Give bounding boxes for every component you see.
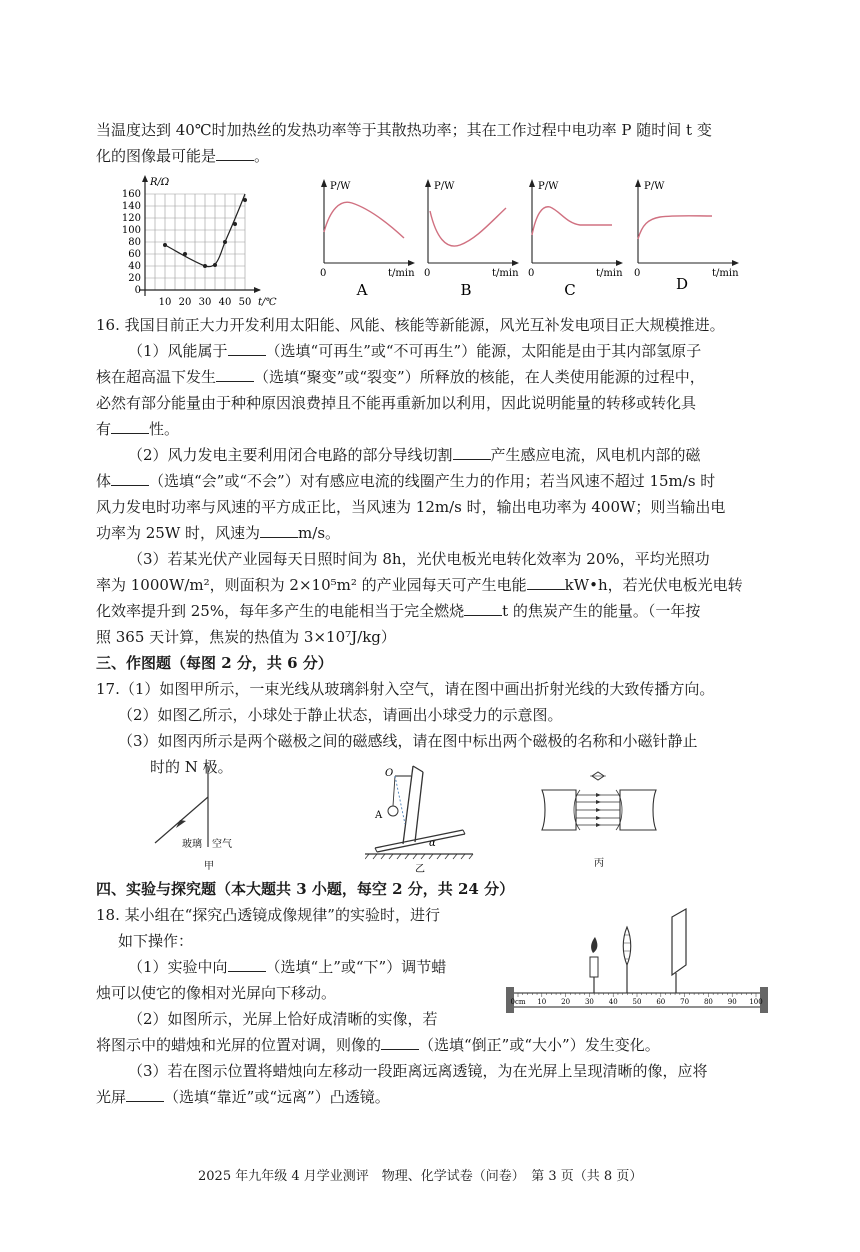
q18-part1-line2: 烛可以使它的像相对光屏向下移动。 <box>96 984 337 1002</box>
ruler-tick-label: 40 <box>608 998 618 1006</box>
q17-part2: （2）如图乙所示，小球处于静止状态，请画出小球受力的示意图。 <box>118 706 563 724</box>
x-tick: 10 <box>158 297 172 308</box>
air-label: 空气 <box>212 839 232 850</box>
q18-part1-line1: （1）实验中向 （选填“上”或“下”）调节蜡 <box>128 958 447 976</box>
y-tick: 100 <box>121 225 141 236</box>
option-letter: C <box>564 281 576 299</box>
q15-line-2: 化的图像最可能是 。 <box>96 147 270 165</box>
q16-part2-line1: （2）风力发电主要利用闭合电路的部分导线切割 产生感应电流，风电机内部的磁 <box>128 446 701 464</box>
x-tick: 20 <box>178 297 192 308</box>
x-axis-label: t/℃ <box>258 297 277 308</box>
ruler-tick-label: 20 <box>561 998 571 1006</box>
q16-part2-line3: 风力发电时功率与风速的平方成正比，当风速为 12m/s 时，输出电功率为 400W；则当输出电 <box>96 498 726 516</box>
x-tick: 40 <box>218 297 232 308</box>
q16-part1-line4: 有 性。 <box>96 420 180 438</box>
section-3-title: 三、作图题（每图 2 分，共 6 分） <box>96 654 333 672</box>
x-tick: 30 <box>198 297 212 308</box>
origin: 0 <box>528 268 535 279</box>
option-letter: B <box>460 281 472 299</box>
y-tick: 20 <box>128 273 141 284</box>
q16-part3-line1: （3）若某光伏产业园每天日照时间为 8h，光伏电板光电转化效率为 20%，平均光照功 <box>128 550 710 568</box>
figure-caption: 甲 <box>204 861 214 872</box>
q17-part3-line2: 时的 N 极。 <box>150 758 233 776</box>
x-label: t/min <box>596 268 623 279</box>
q16-part2-line2: 体 （选填“会”或“不会”）对有感应电流的线圈产生力的作用；若当风速不超过 15m/s 时 <box>96 472 716 490</box>
x-tick: 50 <box>238 297 252 308</box>
y-label: P/W <box>538 181 559 192</box>
option-letter: A <box>356 281 368 299</box>
q16-part3-line3: 化效率提升到 25%，每年多产生的电能相当于完全燃烧 t 的焦炭产生的能量。（一年按 <box>96 602 701 620</box>
ruler-tick-label: 100 <box>749 998 763 1006</box>
y-tick: 80 <box>128 237 141 248</box>
q18-line1: 18. 某小组在“探究凸透镜成像规律”的实验时，进行 <box>96 906 440 924</box>
ruler-tick-label: 80 <box>703 998 713 1006</box>
y-tick: 120 <box>121 213 141 224</box>
q17-part3-line1: （3）如图丙所示是两个磁极之间的磁感线，请在图中标出两个磁极的名称和小磁针静止 <box>118 732 698 750</box>
answer-blank[interactable] <box>126 1087 164 1102</box>
answer-blank[interactable] <box>111 419 149 434</box>
q18-part3-line2: 光屏 （选填“靠近”或“远离”）凸透镜。 <box>96 1088 390 1106</box>
q15-line-1: 当温度达到 40℃时加热丝的发热功率等于其散热功率；其在工作过程中电功率 P 随时间 t 变 <box>96 121 712 139</box>
optical-bench-figure <box>500 905 772 1023</box>
answer-blank[interactable] <box>216 367 254 382</box>
y-tick: 160 <box>121 189 141 200</box>
q18-part3-line1: （3）若在图示位置将蜡烛向左移动一段距离远离透镜，为在光屏上呈现清晰的像，应将 <box>128 1062 708 1080</box>
answer-blank[interactable] <box>464 601 502 616</box>
option-graph-c <box>520 175 625 300</box>
y-label: P/W <box>434 181 455 192</box>
y-tick: 40 <box>128 261 141 272</box>
ruler-tick-label: 50 <box>632 998 642 1006</box>
section-4-title: 四、实验与探究题（本大题共 3 小题，每空 2 分，共 24 分） <box>96 880 515 898</box>
answer-blank[interactable] <box>453 445 491 460</box>
answer-blank[interactable] <box>228 341 266 356</box>
q16-intro: 16. 我国目前正大力开发利用太阳能、风能、核能等新能源，风光互补发电项目正大规模推进。 <box>96 316 725 334</box>
y-label: P/W <box>644 181 665 192</box>
q16-part2-line4: 功率为 25W 时，风速为 m/s。 <box>96 524 341 542</box>
answer-blank[interactable] <box>381 1035 419 1050</box>
figure-caption: 丙 <box>594 858 604 869</box>
ball-label: A <box>375 810 383 821</box>
answer-blank[interactable] <box>216 146 254 161</box>
q17-part1: 17.（1）如图甲所示，一束光线从玻璃斜射入空气，请在图中画出折射光线的大致传播方向。 <box>96 680 715 698</box>
q16-part1-line2: 核在超高温下发生 （选填“聚变”或“裂变”）所释放的核能，在人类使用能源的过程中， <box>96 368 705 386</box>
y-tick: 0 <box>134 285 141 296</box>
x-label: t/min <box>712 268 739 279</box>
pivot-label: O <box>385 768 394 779</box>
ruler-tick-label: 0cm <box>510 998 526 1006</box>
y-tick: 60 <box>128 249 141 260</box>
angle-label: α <box>429 838 436 849</box>
answer-blank[interactable] <box>260 523 298 538</box>
figure-jia <box>150 765 260 875</box>
q16-part3-line4: 照 365 天计算，焦炭的热值为 3×10⁷J/kg） <box>96 628 396 646</box>
q18-line2: 如下操作： <box>118 932 194 950</box>
origin: 0 <box>634 268 641 279</box>
answer-blank[interactable] <box>228 957 266 972</box>
y-axis-label: R/Ω <box>150 177 170 188</box>
x-label: t/min <box>388 268 415 279</box>
answer-blank[interactable] <box>527 575 565 590</box>
answer-blank[interactable] <box>111 471 149 486</box>
ruler-tick-label: 30 <box>584 998 594 1006</box>
x-label: t/min <box>492 268 519 279</box>
option-graph-b <box>416 175 521 300</box>
ruler-tick-label: 10 <box>537 998 547 1006</box>
q16-part1-line1: （1）风能属于 （选填“可再生”或“不可再生”）能源，太阳能是由于其内部氢原子 <box>128 342 702 360</box>
y-label: P/W <box>330 181 351 192</box>
page-footer: 2025 年九年级 4 月学业测评 物理、化学试卷（问卷） 第 3 页（共 8 页） <box>198 1169 643 1184</box>
figure-caption: 乙 <box>415 864 425 874</box>
q18-part2-line2: 将图示中的蜡烛和光屏的位置对调，则像的 （选填“倒正”或“大小”）发生变化。 <box>96 1036 660 1054</box>
origin: 0 <box>424 268 431 279</box>
figure-bing <box>540 768 660 876</box>
option-graph-a <box>312 175 417 300</box>
ruler-tick-label: 60 <box>656 998 666 1006</box>
ruler-tick-label: 70 <box>680 998 690 1006</box>
q18-part2-line1: （2）如图所示，光屏上恰好成清晰的实像，若 <box>128 1010 438 1028</box>
r-t-graph <box>100 172 295 312</box>
q16-part1-line3: 必然有部分能量由于种种原因浪费掉且不能再重新加以利用，因此说明能量的转移或转化具 <box>96 394 697 412</box>
option-graph-d <box>626 175 744 300</box>
glass-label: 玻璃 <box>182 839 202 850</box>
y-tick: 140 <box>121 201 141 212</box>
option-letter: D <box>675 275 689 293</box>
ruler-tick-label: 90 <box>727 998 737 1006</box>
figure-yi <box>365 762 485 874</box>
q16-part3-line2: 率为 1000W/m²，则面积为 2×10⁵m² 的产业园每天可产生电能 kW•h，若光伏电板光电转 <box>96 576 743 594</box>
origin: 0 <box>320 268 327 279</box>
